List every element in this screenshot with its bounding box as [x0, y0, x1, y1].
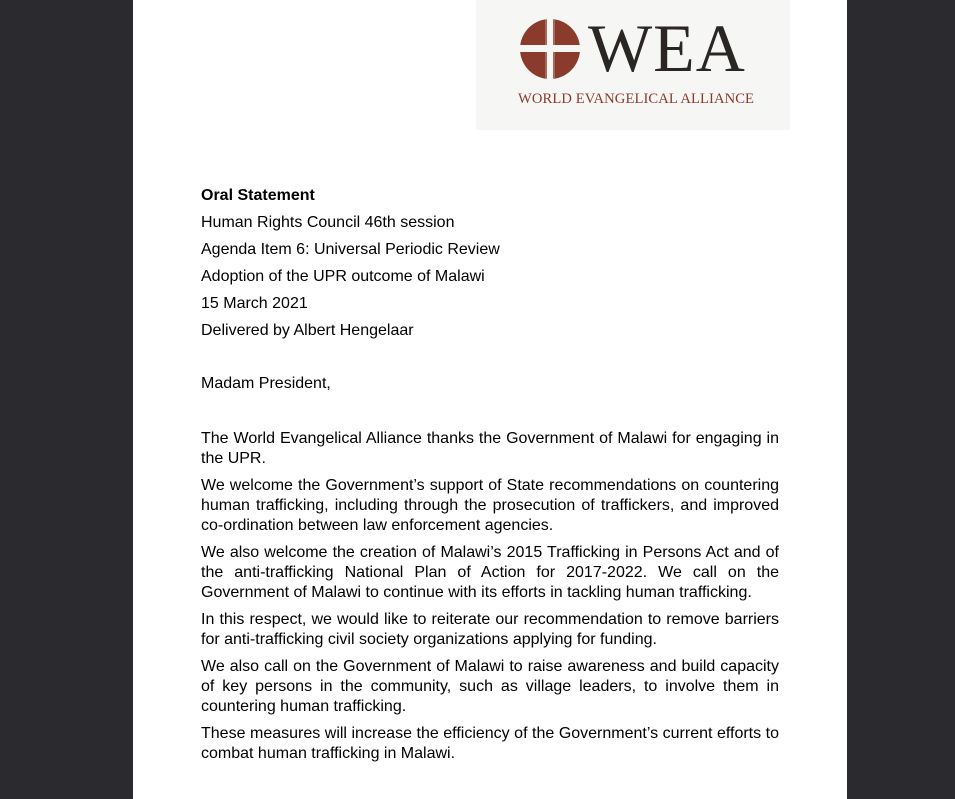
salutation: Madam President, [201, 375, 331, 392]
header-line-date: 15 March 2021 [201, 295, 308, 312]
body-paragraph: We also call on the Government of Malawi to raise awareness and build capacity of key persons in the community, such as village leaders, to involve them in countering human trafficking. [201, 658, 779, 715]
header-line-session: Human Rights Council 46th session [201, 214, 455, 231]
body-paragraph: These measures will increase the efficiency of the Government’s current efforts to combat human trafficking in Malawi. [201, 725, 779, 763]
statement-body [201, 429, 779, 772]
header-line-agenda: Agenda Item 6: Universal Periodic Review [201, 241, 500, 258]
statement-title: Oral Statement [201, 187, 315, 204]
body-paragraph: In this respect, we would like to reiterate our recommendation to remove barriers for anti-trafficking civil society organizations applying for funding. [201, 611, 779, 648]
wea-logo [476, 0, 790, 130]
body-paragraph: We welcome the Government’s support of State recommendations on countering human trafficking, including through the prosecution of traffickers, and improved co-ordination between law enforcement agencies. [201, 477, 779, 534]
logo-wordmark: WEA [588, 10, 746, 86]
logo-subtitle: WORLD EVANGELICAL ALLIANCE [518, 91, 755, 107]
header-line-adoption: Adoption of the UPR outcome of Malawi [201, 268, 485, 285]
statement-header [201, 185, 500, 347]
body-paragraph: The World Evangelical Alliance thanks the Government of Malawi for engaging in the UPR. [201, 430, 779, 467]
body-paragraph: We also welcome the creation of Malawi’s 2015 Trafficking in Persons Act and of the anti-trafficking National Plan of Action for 2017-2022. We call on the Government of Malawi to continue with its efforts in tackling human trafficking. [201, 544, 779, 601]
document-page [133, 0, 847, 799]
cross-in-circle-icon [519, 18, 581, 80]
header-line-delivered-by: Delivered by Albert Hengelaar [201, 322, 414, 339]
